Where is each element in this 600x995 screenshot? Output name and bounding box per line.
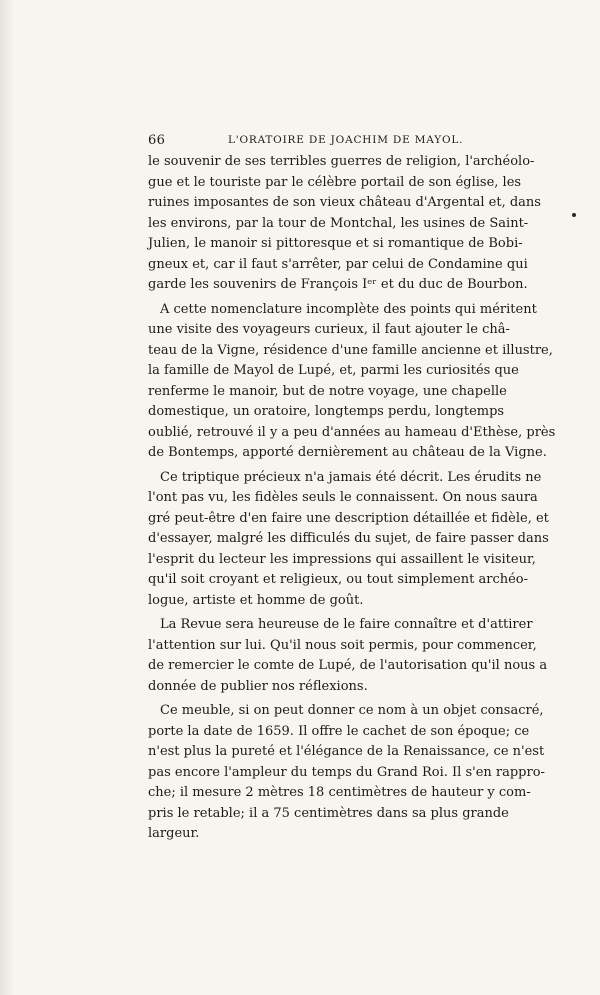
text-line: l'ont pas vu, les fidèles seuls le connaissent. On nous saura (148, 490, 538, 505)
text-line: qu'il soit croyant et religieux, ou tout simplement archéo- (148, 572, 529, 587)
text-line: l'esprit du lecteur les impressions qui assaillent le visiteur, (148, 551, 536, 567)
paragraph (148, 468, 549, 612)
text-line: che; il mesure 2 mètres 18 centimètres de hauteur y com- (148, 785, 531, 800)
text-line: une visite des voyageurs curieux, il faut ajouter le châ- (148, 322, 510, 337)
page-header (148, 133, 464, 153)
text-line: gneux et, car il faut s'arrêter, par celui de Condamine qui (148, 256, 528, 272)
text-line: la famille de Mayol de Lupé, et, parmi les curiosités que (148, 363, 519, 378)
text-line: le souvenir de ses terribles guerres de religion, l'archéolo- (148, 154, 535, 169)
text-line: oublié, retrouvé il y a peu d'années au hameau d'Ethèse, près (148, 424, 556, 440)
text-line: Julien, le manoir si pittoresque et si romantique de Bobi- (148, 236, 523, 251)
text-line: renferme le manoir, but de notre voyage, une chapelle (148, 383, 507, 399)
paragraph (148, 300, 556, 464)
text-line: logue, artiste et homme de goût. (148, 592, 364, 608)
text-line: les environs, par la tour de Montchal, les usines de Saint- (148, 215, 529, 231)
text-line: A cette nomenclature incomplète des points qui méritent (160, 301, 537, 317)
text-line: de remercier le comte de Lupé, de l'autorisation qu'il nous a (148, 658, 548, 673)
page-number: 66 (148, 133, 166, 148)
text-line: La Revue sera heureuse de le faire connaître et d'attirer (160, 617, 533, 632)
text-line: l'attention sur lui. Qu'il nous soit permis, pour commencer, (148, 637, 537, 653)
text-line: donnée de publier nos réflexions. (148, 678, 368, 694)
paragraph (148, 615, 548, 697)
text-line: Ce meuble, si on peut donner ce nom à un objet consacré, (160, 703, 544, 718)
text-line: ruines imposantes de son vieux château d'Argental et, dans (148, 195, 541, 210)
ink-speck (572, 213, 576, 217)
paragraph (148, 701, 545, 845)
text-line: de Bontemps, apporté dernièrement au château de la Vigne. (148, 445, 547, 460)
text-line: n'est plus la pureté et l'élégance de la Renaissance, ce n'est (148, 744, 545, 759)
text-line: pris le retable; il a 75 centimètres dans sa plus grande (148, 805, 509, 821)
text-line: porte la date de 1659. Il offre le cachet de son époque; ce (148, 723, 530, 739)
paragraph (148, 152, 541, 296)
running-head: L'ORATOIRE DE JOACHIM DE MAYOL. (228, 134, 464, 146)
text-line: pas encore l'ampleur du temps du Grand Roi. Il s'en rappro- (148, 764, 545, 780)
text-line: gue et le touriste par le célèbre portail de son église, les (148, 174, 522, 190)
text-line: gré peut-être d'en faire une description détaillée et fidèle, et (148, 510, 549, 526)
text-line: largeur. (148, 826, 200, 841)
text-line: Ce triptique précieux n'a jamais été décrit. Les érudits ne (160, 469, 542, 485)
text-line: domestique, un oratoire, longtemps perdu, longtemps (148, 404, 505, 419)
body-text (148, 152, 556, 849)
text-line: garde les souvenirs de François Iᵉʳ et du duc de Bourbon. (148, 277, 528, 292)
scan-shadow-edge (0, 0, 14, 995)
text-line: teau de la Vigne, résidence d'une famille ancienne et illustre, (148, 342, 553, 358)
text-line: d'essayer, malgré les difficulés du sujet, de faire passer dans (148, 531, 549, 546)
